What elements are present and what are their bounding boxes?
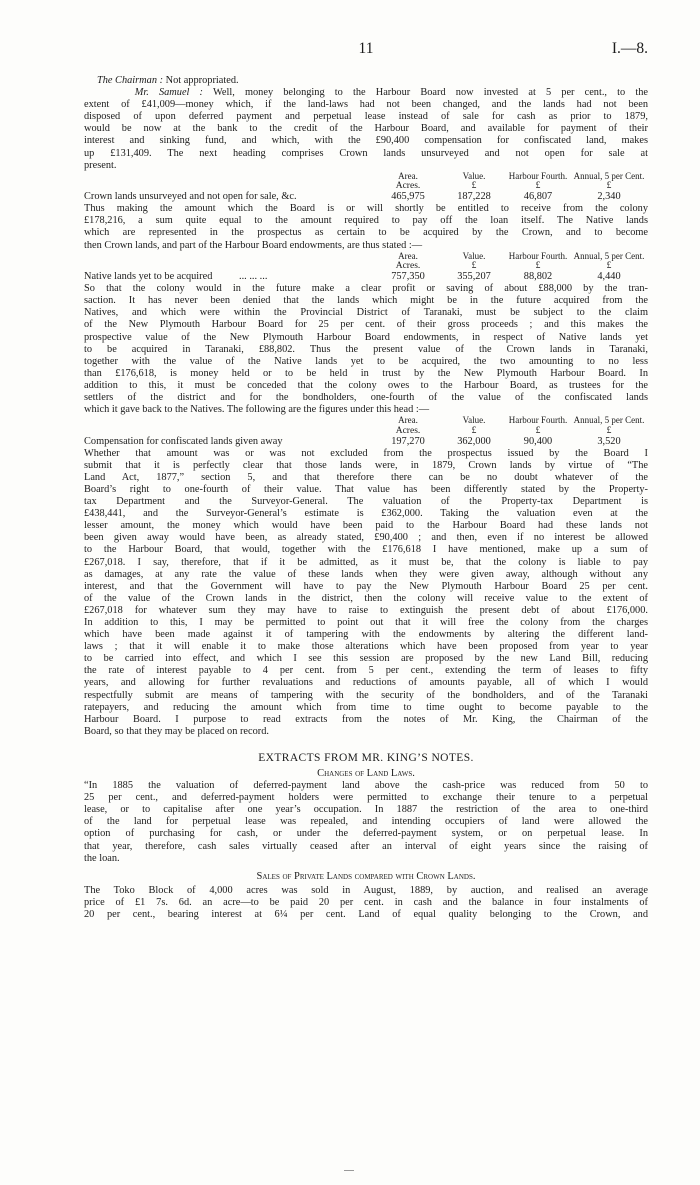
extracts-heading: EXTRACTS FROM MR. KING’S NOTES. xyxy=(258,751,474,764)
text-line: which it gave back to the Natives. The following are the figures under this head :— xyxy=(84,404,430,416)
text-line: interest and sinking fund, and which, with the £90,400 compensation for confiscated land, makes xyxy=(84,135,648,147)
text-line: the rate of interest payable to 4 per cent. from 5 per cent., extending the term of leases to fifty xyxy=(84,665,648,677)
unit-value: £ xyxy=(471,425,477,436)
cell-value: 355,207 xyxy=(457,271,491,283)
row-label-cell xyxy=(84,271,374,283)
cell-harbour: 90,400 xyxy=(523,435,553,447)
text-line: 25 per cent., and deferred-payment holders were permitted to exchange their tenure to a perpetual xyxy=(84,792,648,804)
cell-value: 362,000 xyxy=(457,435,491,447)
row-label: Crown lands unsurveyed and not open for sale, &c. xyxy=(84,191,297,203)
text-line: £438,441, and the Surveyor-General’s estimate is £362,000. Taking the valuation even at the xyxy=(84,508,648,520)
text-line: of the value of the Crown lands in the district, then the colony will receive value to the extent of xyxy=(84,592,648,604)
text-line: Whether that amount was or was not excluded from the prospectus issued by the Board I xyxy=(84,447,648,459)
text-line: submit that it is perfectly clear that those lands were, in 1879, Crown lands by virtue of “The xyxy=(84,459,648,471)
text-line: The Toko Block of 4,000 acres was sold in August, 1889, by auction, and realised an average xyxy=(84,884,648,896)
paragraph-1 xyxy=(84,99,648,172)
col-header-annual: Annual, 5 per Cent. xyxy=(573,250,645,261)
row-label: Native lands yet to be acquired xyxy=(84,271,213,283)
text-line: that year, therefore, cash sales virtually ceased after an interval of eight years since the raising of xyxy=(84,840,648,852)
text-line: which have been made against it of tampering with the endowments by altering the different land- xyxy=(84,629,648,641)
page-body xyxy=(84,75,648,921)
col-header-annual: Annual, 5 per Cent. xyxy=(573,415,645,426)
cell-annual: 2,340 xyxy=(597,191,621,203)
text-line: So that the colony would in the future make a clear profit or saving of about £88,000 by the tran- xyxy=(84,283,648,295)
unit-annual: £ xyxy=(606,181,612,192)
cell-annual: 3,520 xyxy=(597,435,621,447)
paragraph-2 xyxy=(84,203,648,251)
text-line: been given away would have been, as already stated, £90,400 ; and then, even if no interest be allowed xyxy=(84,532,648,544)
text-line: to the Harbour Board, that would, together with the £176,618 I have mentioned, make up a sum of xyxy=(84,544,648,556)
text-line: which are represented in the prospectus as certain to be acquired by the Crown, and to become xyxy=(84,227,648,239)
table-crown-lands xyxy=(84,172,648,204)
text-line: of the New Plymouth Harbour Board for 25 per cent. of their gross proceeds ; and this makes the xyxy=(84,319,648,331)
paragraph-3 xyxy=(84,283,648,416)
col-header-harbour: Harbour Fourth. xyxy=(508,170,568,181)
table-confiscated-lands xyxy=(84,416,648,448)
text-line: In addition to this, I may be permitted to point out that it will free the colony from the charges xyxy=(84,616,648,628)
text-line: interest, and that the Government will have to pay the New Plymouth Harbour Board 25 per cent. xyxy=(84,580,648,592)
unit-annual: £ xyxy=(606,425,612,436)
text-line: prospective value of the New Plymouth Harbour Board endowments, in respect of Native lands yet xyxy=(84,331,648,343)
unit-harbour: £ xyxy=(535,261,541,272)
text-line: as damages, at any rate the value of these lands when they were given away, although without any xyxy=(84,568,648,580)
col-header-area: Area. xyxy=(398,170,418,181)
section-1-text xyxy=(84,780,648,865)
text-line: respectfully submit are means of tampering with the security of the bondholders, and of the Taranaki xyxy=(84,689,648,701)
text-line: tax Department and the Surveyor-General. The valuation of the Property-tax Department is xyxy=(84,496,648,508)
text-line: 20 per cent., bearing interest at 6¼ per cent. Land of equal quality belonging to the Crown, and xyxy=(84,909,648,921)
unit-area: Acres. xyxy=(395,181,421,192)
col-header-value: Value. xyxy=(462,250,486,261)
unit-harbour: £ xyxy=(535,425,541,436)
text-line: £178,216, a sum quite equal to the amount required to pay off the loan itself. The Native lands xyxy=(84,215,648,227)
cell-area: 465,975 xyxy=(391,191,425,203)
text-line: Thus making the amount which the Board is or will shortly be entitled to receive from the colony xyxy=(84,203,648,215)
text-line: then Crown lands, and part of the Harbour Board endowments, are thus stated :— xyxy=(84,239,423,251)
text-line: Land Act, 1877,” section 5, and that therefore there can be no doubt whatever of the xyxy=(84,471,648,483)
text-line: of the land for perpetual lease was repealed, and intending occupiers of land were allowed the xyxy=(84,816,648,828)
chairman-line xyxy=(84,75,648,87)
paragraph-4 xyxy=(84,448,648,738)
section-2-text xyxy=(84,885,648,921)
speaker-chairman: The Chairman : xyxy=(96,75,164,86)
col-header-value: Value. xyxy=(462,170,486,181)
cell-value: 187,228 xyxy=(457,191,491,203)
unit-value: £ xyxy=(471,181,477,192)
text-line: addition to this, it must be conceded that the colony owes to the Harbour Board, as trustees for the xyxy=(84,379,648,391)
col-header-area: Area. xyxy=(398,250,418,261)
text-line: “In 1885 the valuation of deferred-payment land above the cash-price was reduced from 50 to xyxy=(84,780,648,792)
text-line: together with the value of the Native lands yet to be acquired, the two amounting to no less xyxy=(84,355,648,367)
cell-harbour: 88,802 xyxy=(523,271,553,283)
text-line: the loan. xyxy=(84,852,120,864)
col-header-harbour: Harbour Fourth. xyxy=(508,250,568,261)
text-line: option of purchasing for cash, or under the deferred-payment system, or on perpetual lease. In xyxy=(84,828,648,840)
text-line: present. xyxy=(84,159,117,171)
text-line: disposed of upon deferred payment and perpetual lease instead of sale for cash as prior to 1879, xyxy=(84,111,648,123)
cell-harbour: 46,807 xyxy=(523,191,553,203)
text-line: price of £1 7s. 6d. an acre—to be paid 20 per cent. in cash and the balance in four instalments of xyxy=(84,896,648,908)
unit-area: Acres. xyxy=(395,425,421,436)
text-line: Board’s right to one-fourth of their value. That value has been differently stated by the Property- xyxy=(84,483,648,495)
text-line: lesser amount, the money which would have been paid to the Harbour Board had these lands not xyxy=(84,520,648,532)
text-line: extent of £41,009—money which, if the land-laws had not been changed, and the lands had not been xyxy=(84,99,648,111)
unit-harbour: £ xyxy=(535,181,541,192)
unit-annual: £ xyxy=(606,261,612,272)
text-line: saction. It has never been denied that the lands which might be in the future acquired from the xyxy=(84,295,648,307)
cell-area: 197,270 xyxy=(391,435,425,447)
text-line: ratepayers, and reducing the amount which from time to time ought to become payable to the xyxy=(84,701,648,713)
text-line: would be now at the bank to the credit of the Harbour Board, and available for payment of their xyxy=(84,123,648,135)
col-header-value: Value. xyxy=(462,415,486,426)
text-line: to be carried into effect, and which I see this session are proposed by the new Land Bill, reducing xyxy=(84,653,648,665)
col-header-annual: Annual, 5 per Cent. xyxy=(573,170,645,181)
unit-area: Acres. xyxy=(395,261,421,272)
samuel-line xyxy=(84,87,648,99)
cell-annual: 4,440 xyxy=(597,271,621,283)
page-header xyxy=(84,40,648,64)
document-reference: I.—8. xyxy=(611,40,648,57)
text-line: £267,018. I say, therefore, that if it be admitted, as it must be, that the colony is liable to pay xyxy=(84,556,648,568)
text-line: settlers of the district and for the bondholders, one-fourth of the value of the confiscated lands xyxy=(84,391,648,403)
text-line: Natives, and which were within the Provincial District of Taranaki, must be subject to the claim xyxy=(84,307,648,319)
unit-value: £ xyxy=(471,261,477,272)
text-line: up £131,409. The next heading comprises Crown lands unsurveyed and not open for sale at xyxy=(84,147,648,159)
text-line: £267,018 for whatever sum they may have to raise to extinguish the present debt of about £176,000. xyxy=(84,604,648,616)
page-number: 11 xyxy=(358,40,374,57)
text-line: to be acquired in Taranaki, £88,802. Thus the present value of the Crown lands in Taranaki, xyxy=(84,343,648,355)
text-line: lease, or to capitalise after one year’s occupation. In 1887 the restriction of the area to one-third xyxy=(84,804,648,816)
text-line: Harbour Board. I purpose to read extracts from the notes of Mr. King, the Chairman of the xyxy=(84,713,648,725)
col-header-area: Area. xyxy=(398,415,418,426)
section-heading-land-laws: Changes of Land Laws. xyxy=(317,768,415,779)
text-line: laws ; that it will enable it to make those alterations which have been proposed from year to year xyxy=(84,641,648,653)
col-header-harbour: Harbour Fourth. xyxy=(508,415,568,426)
text-line: than £176,618, is money held or to be held in trust by the New Plymouth Harbour Board. In xyxy=(84,367,648,379)
page-end-mark xyxy=(344,1170,354,1171)
text-line: Board, so that they may be placed on record. xyxy=(84,725,269,737)
table-native-lands xyxy=(84,252,648,284)
speaker-samuel: Mr. Samuel : xyxy=(134,87,203,99)
samuel-text: Well, money belonging to the Harbour Board now invested at 5 per cent., to the xyxy=(203,87,648,99)
row-label: Compensation for confiscated lands given away xyxy=(84,435,283,447)
text-line: years, and allowing for further revaluations and reductions of amounts payable, all of which I would xyxy=(84,677,648,689)
section-heading-private-lands: Sales of Private Lands compared with Crown Lands. xyxy=(256,870,476,882)
cell-area: 757,350 xyxy=(391,271,425,283)
leader-dots: ... ... ... xyxy=(238,271,268,283)
chairman-text: Not appropriated. xyxy=(163,75,239,86)
